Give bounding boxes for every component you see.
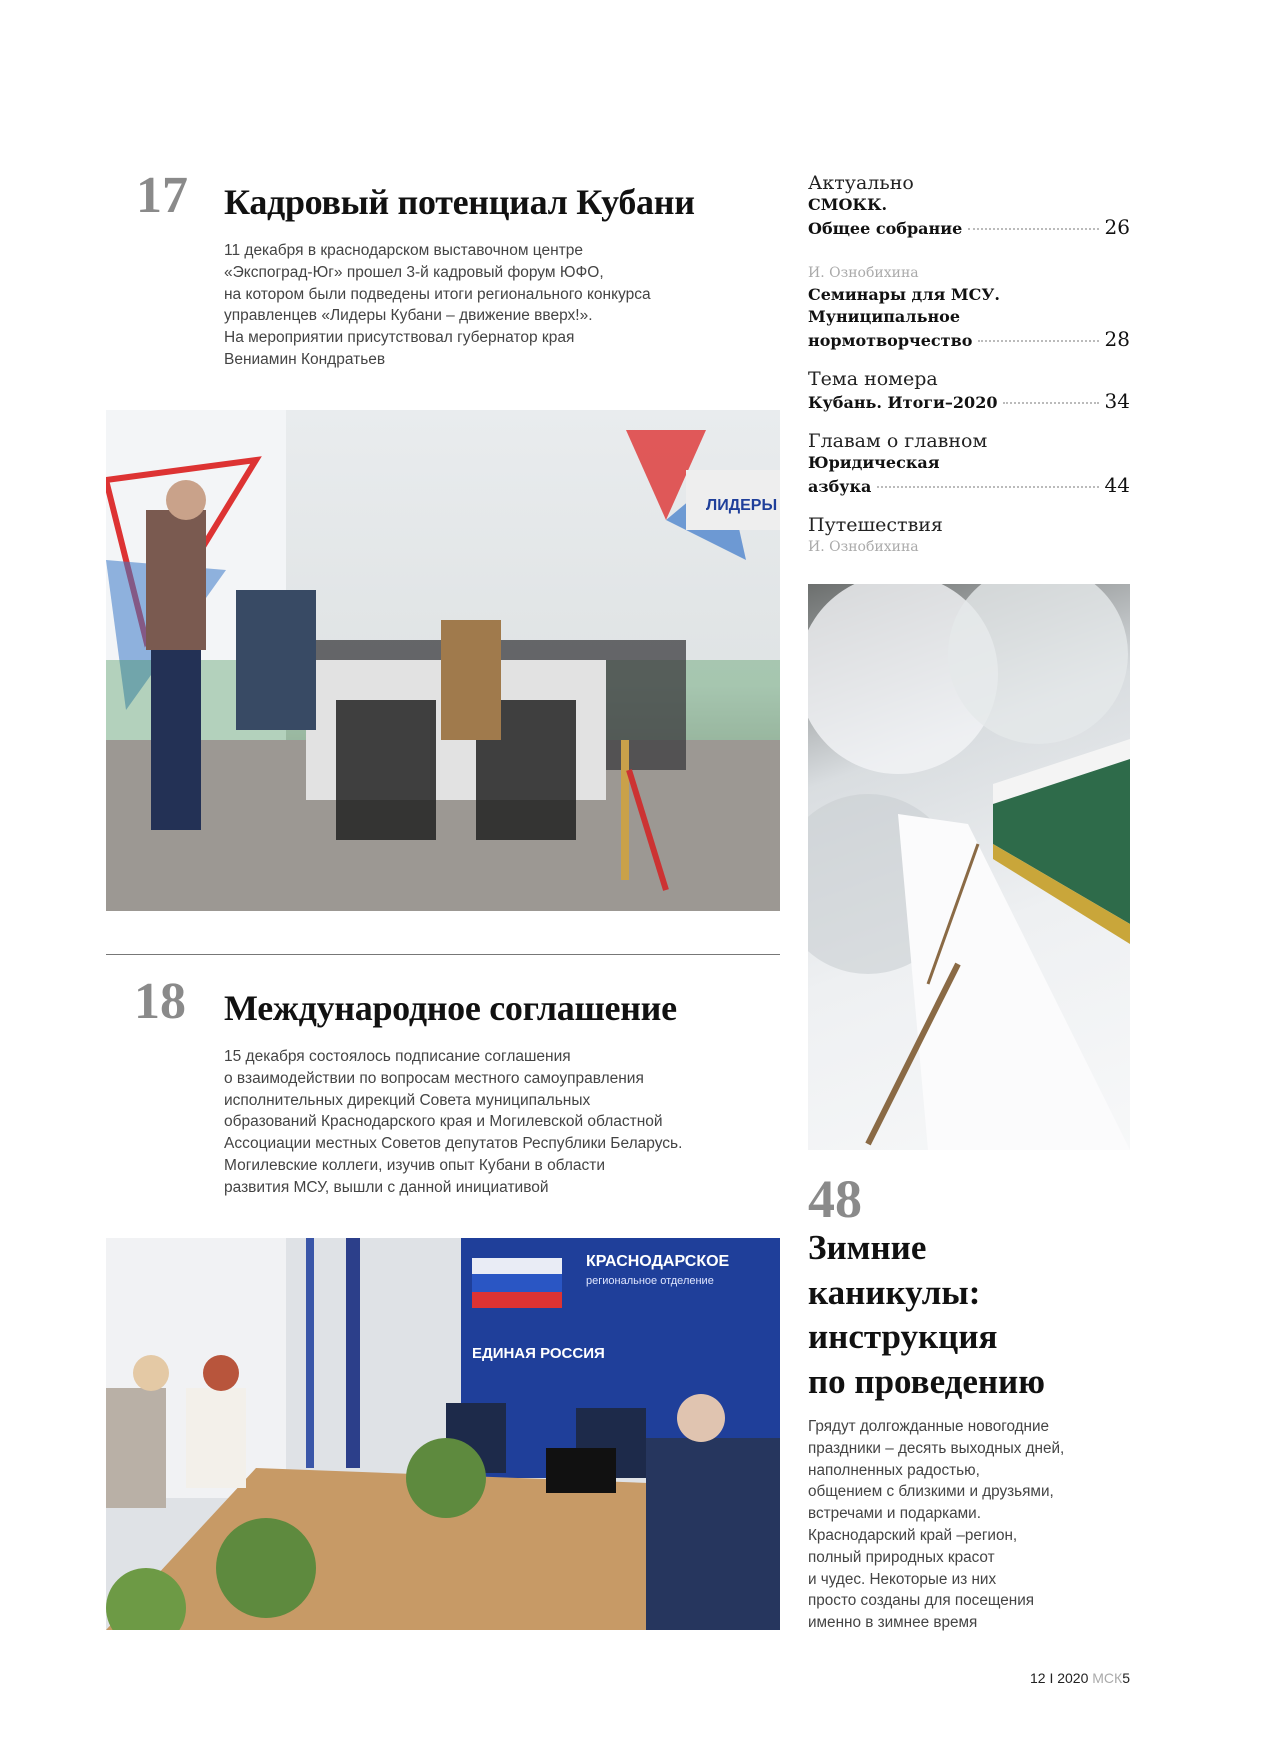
toc-page: 26 bbox=[1104, 215, 1130, 239]
toc-page: 28 bbox=[1104, 327, 1130, 351]
toc-title-line: Общее собрание bbox=[808, 219, 963, 238]
winter-photo bbox=[808, 584, 1130, 1150]
leader-dots bbox=[978, 340, 1098, 342]
sign-text: ЛИДЕРЫ bbox=[706, 497, 778, 514]
leader-dots bbox=[968, 228, 1098, 230]
toc-title-line: Муниципальное bbox=[808, 307, 960, 326]
article-lead: 15 декабря состоялось подписание соглашения о взаимодействии по вопросам местного самоуправления исполнительных дирекций Совета муниципальных образований Краснодарского края и Могилевской областной Ассоциации местных Советов депутатов Республики Беларусь. Могилевские коллеги, изучив опыт Кубани в области развития МСУ, вышли с данной инициативой bbox=[224, 1048, 683, 1196]
leader-dots bbox=[877, 486, 1098, 488]
toc-item[interactable] bbox=[808, 368, 1130, 414]
page-footer bbox=[1030, 1670, 1130, 1686]
article-title[interactable]: Зимние каникулы: инструкция по проведению bbox=[808, 1228, 1045, 1401]
toc-author: И. Ознобихина bbox=[808, 265, 919, 281]
issue-date: 12 I 2020 bbox=[1029, 1670, 1089, 1686]
article-lead: Грядут долгожданные новогодние праздники – десять выходных дней, наполненных радостью, общением с близкими и друзьями, встречами и подарками. Краснодарский край –регион, полный природных красот и чудес. Некоторые из них просто созданы для посещения именно в зимнее время bbox=[808, 1418, 1065, 1632]
article-page-number: 18 bbox=[134, 973, 186, 1030]
magazine-name: МСК bbox=[1092, 1670, 1123, 1686]
party-logo-text: ЕДИНАЯ РОССИЯ bbox=[472, 1345, 605, 1362]
banner-title: КРАСНОДАРСКОЕ bbox=[586, 1253, 730, 1270]
article-page-number: 17 bbox=[136, 167, 188, 224]
toc-title-line: Семинары для МСУ. bbox=[808, 285, 1000, 304]
article-lead: 11 декабря в краснодарском выставочном центре «Экспоград-Юг» прошел 3-й кадровый форум ЮФО, на котором были подведены итоги регионального конкурса управленцев «Лидеры Кубани – движение вверх!». На мероприятии присутствовал губернатор края Вениамин Кондратьев bbox=[224, 242, 651, 368]
article-title[interactable]: Международное соглашение bbox=[224, 988, 677, 1028]
toc-page: 44 bbox=[1104, 473, 1130, 497]
toc-item[interactable] bbox=[808, 430, 1130, 498]
toc-title-line: азбука bbox=[808, 477, 872, 496]
leader-dots bbox=[1003, 402, 1098, 404]
banner-subtitle: региональное отделение bbox=[586, 1275, 714, 1287]
toc-item[interactable] bbox=[808, 514, 1130, 558]
toc-item[interactable] bbox=[808, 172, 1130, 240]
snowy-forest-train-illustration bbox=[808, 584, 1130, 1150]
toc-section: Путешествия bbox=[808, 514, 943, 536]
table-of-contents bbox=[808, 172, 1130, 574]
meeting-scene-illustration bbox=[106, 1238, 780, 1630]
toc-section: Тема номера bbox=[808, 368, 938, 390]
section-divider bbox=[106, 954, 780, 955]
forum-photo bbox=[106, 410, 780, 911]
folio: 5 bbox=[1122, 1670, 1130, 1686]
toc-title-line: нормотворчество bbox=[808, 331, 973, 350]
forum-scene-illustration bbox=[106, 410, 780, 911]
article-page-number: 48 bbox=[808, 1169, 862, 1229]
toc-author: И. Ознобихина bbox=[808, 539, 919, 555]
toc-title-line: Кубань. Итоги–2020 bbox=[808, 393, 998, 412]
toc-page: 34 bbox=[1104, 389, 1130, 413]
signing-photo bbox=[106, 1238, 780, 1630]
toc-title-line: СМОКК. bbox=[808, 195, 888, 214]
article-title[interactable]: Кадровый потенциал Кубани bbox=[224, 182, 695, 222]
toc-title-line: Юридическая bbox=[808, 453, 940, 472]
toc-item[interactable] bbox=[808, 262, 1130, 352]
toc-section: Главам о главном bbox=[808, 430, 988, 452]
toc-section: Актуально bbox=[808, 172, 914, 194]
